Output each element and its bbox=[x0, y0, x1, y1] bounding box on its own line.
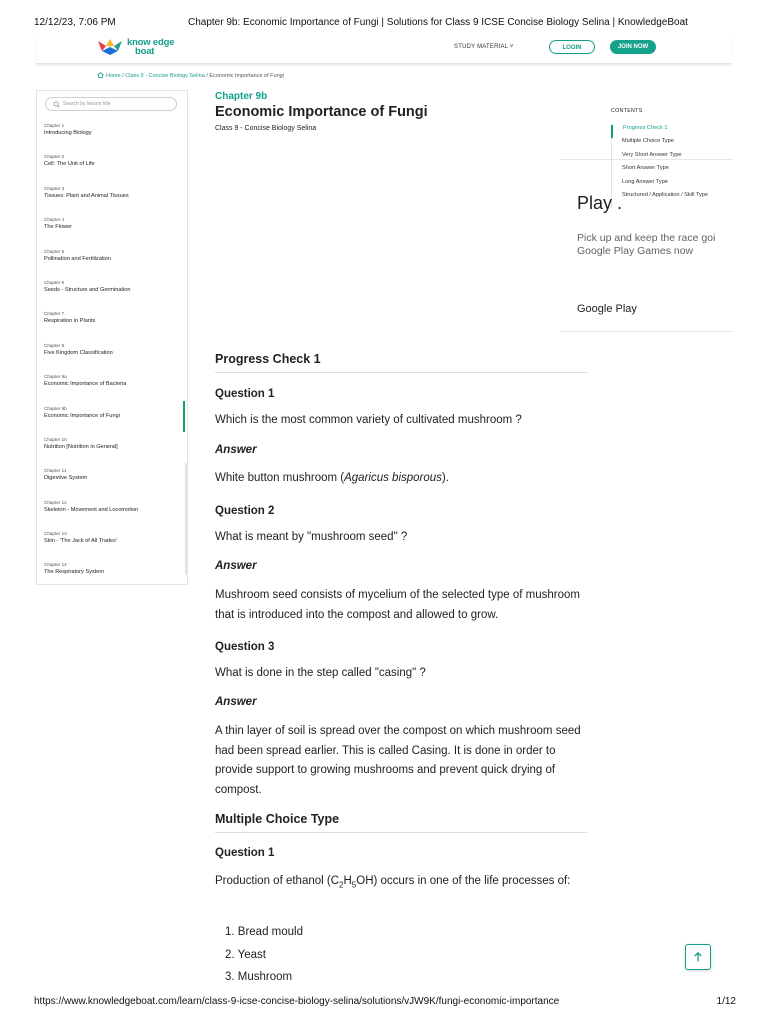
sidebar-chapter-item[interactable] bbox=[44, 123, 184, 154]
section-heading-multiple-choice: Multiple Choice Type bbox=[215, 812, 587, 833]
search-input[interactable] bbox=[63, 99, 171, 109]
toc-heading: CONTENTS bbox=[611, 108, 643, 114]
chapter-title: Skin - 'The Jack of All Trades' bbox=[44, 538, 118, 545]
sidebar-chapter-item[interactable] bbox=[44, 562, 184, 593]
ad-description-line: Google Play Games now bbox=[577, 245, 694, 257]
subscript: 5 bbox=[351, 880, 357, 890]
answer-text-part: White button mushroom ( bbox=[215, 472, 345, 484]
sidebar-chapter-item[interactable] bbox=[44, 343, 184, 374]
answer-text: A thin layer of soil is spread over the compost on which mushroom seed had been spread earlier. This is called Casing. It is done in order to provide support to growing mushrooms and prevent quick drying of compost. bbox=[215, 725, 581, 796]
chapter-title: Nutrition [Nutrition in General] bbox=[44, 443, 118, 450]
chapter-title: Five Kingdom Classification bbox=[44, 349, 113, 356]
logo-line2: boat bbox=[135, 46, 155, 57]
sidebar-chapter-item[interactable] bbox=[44, 154, 184, 185]
question-text-part: OH) occurs in one of the life processes of: bbox=[356, 875, 571, 887]
logo-icon bbox=[96, 38, 124, 56]
option-item: 1. Bread mould bbox=[225, 926, 303, 938]
answer-label: Answer bbox=[215, 444, 257, 456]
print-page-title: Chapter 9b: Economic Importance of Fungi | Solutions for Class 9 ICSE Concise Biology Selina | KnowledgeBoat bbox=[188, 17, 688, 28]
answer-text bbox=[215, 469, 587, 489]
chapter-title: Skeleton - Movement and Locomotion bbox=[44, 506, 139, 513]
breadcrumb-book[interactable]: Class 9 - Concise Biology Selina bbox=[125, 73, 205, 79]
chapter-number: Chapter 5 bbox=[44, 248, 65, 254]
question-label: Question 2 bbox=[215, 505, 275, 517]
chevron-down-icon: ˅ bbox=[509, 44, 514, 50]
sidebar-chapter-item[interactable] bbox=[44, 468, 184, 499]
question-label: Question 1 bbox=[215, 847, 275, 859]
arrow-up-icon bbox=[692, 951, 704, 963]
chapter-title: Cell: The Unit of Life bbox=[44, 161, 95, 168]
lesson-search[interactable] bbox=[45, 97, 177, 111]
chapter-number: Chapter 6 bbox=[44, 279, 65, 285]
toc-item-structured[interactable]: Structured / Application / Skill Type bbox=[622, 191, 709, 198]
page-subtitle: Class 9 - Concise Biology Selina bbox=[215, 125, 317, 132]
question-text bbox=[215, 870, 587, 897]
print-datetime: 12/12/23, 7:06 PM bbox=[34, 17, 116, 28]
sidebar-chapter-item[interactable] bbox=[44, 280, 184, 311]
chapter-number: Chapter 8 bbox=[44, 342, 65, 348]
join-now-button[interactable]: JOIN NOW bbox=[610, 40, 656, 54]
print-page-number: 1/12 bbox=[716, 996, 736, 1007]
answer-text-part: ). bbox=[441, 472, 449, 484]
active-chapter-indicator bbox=[183, 401, 185, 432]
chapter-title: The Flower bbox=[44, 224, 72, 231]
ad-title: Play . bbox=[577, 193, 623, 213]
sidebar-chapter-item[interactable] bbox=[44, 217, 184, 248]
chapter-number: Chapter 10 bbox=[44, 436, 67, 442]
print-url: https://www.knowledgeboat.com/learn/class-9-icse-concise-biology-selina/solutions/vJW9K/fungi-economic-importance bbox=[34, 996, 560, 1007]
toc-item-very-short-answer[interactable]: Very Short Answer Type bbox=[622, 151, 682, 158]
chapter-label: Chapter 9b bbox=[215, 91, 268, 102]
page-title: Economic Importance of Fungi bbox=[215, 104, 428, 120]
question-text: What is meant by "mushroom seed" ? bbox=[215, 531, 408, 543]
advertisement[interactable] bbox=[561, 159, 733, 332]
chapter-number: Chapter 4 bbox=[44, 217, 65, 223]
table-of-contents bbox=[611, 108, 731, 198]
login-button[interactable]: LOGIN bbox=[549, 40, 595, 54]
study-material-menu[interactable] bbox=[454, 44, 514, 50]
chapter-title: Economic Importance of Fungi bbox=[44, 412, 120, 419]
chapter-title: Introducing Biology bbox=[44, 130, 92, 136]
question-text: Which is the most common variety of cultivated mushroom ? bbox=[215, 414, 522, 426]
answer-label: Answer bbox=[215, 696, 257, 708]
chapter-title: Economic Importance of Bacteria bbox=[44, 381, 127, 388]
top-navbar bbox=[36, 33, 731, 64]
chapter-title: Seeds - Structure and Germination bbox=[44, 286, 131, 293]
home-icon[interactable] bbox=[97, 72, 104, 80]
toc-item-long-answer[interactable]: Long Answer Type bbox=[622, 178, 668, 185]
chapter-sidebar bbox=[36, 90, 188, 585]
chapter-number: Chapter 12 bbox=[44, 499, 67, 505]
sidebar-chapter-item[interactable] bbox=[44, 437, 184, 468]
scroll-to-top-button[interactable] bbox=[685, 944, 711, 970]
chapter-number: Chapter 11 bbox=[44, 468, 67, 474]
subscript: 2 bbox=[339, 880, 344, 890]
ad-cta-link[interactable]: Google Play bbox=[577, 303, 637, 315]
question-text-part: Production of ethanol (C bbox=[215, 875, 340, 887]
chapter-number: Chapter 3 bbox=[44, 185, 65, 191]
chapter-list bbox=[44, 123, 184, 594]
sidebar-chapter-item[interactable] bbox=[44, 186, 184, 217]
option-item: 2. Yeast bbox=[225, 948, 266, 961]
chapter-number: Chapter 13 bbox=[44, 531, 67, 537]
study-material-label: STUDY MATERIAL bbox=[454, 44, 509, 50]
chapter-number: Chapter 9b bbox=[44, 405, 67, 411]
section-heading-progress-check: Progress Check 1 bbox=[215, 352, 587, 373]
logo-line1: know edge bbox=[127, 37, 175, 48]
chapter-number: Chapter 14 bbox=[44, 562, 67, 568]
breadcrumb-separator: / bbox=[204, 73, 210, 79]
chapter-title: Pollination and Fertilization bbox=[44, 255, 111, 262]
chapter-number: Chapter 1 bbox=[44, 123, 65, 128]
ad-description bbox=[577, 232, 733, 258]
sidebar-chapter-item[interactable] bbox=[44, 249, 184, 280]
toc-item-multiple-choice[interactable]: Multiple Choice Type bbox=[622, 138, 674, 145]
breadcrumb-home[interactable]: Home bbox=[106, 73, 121, 79]
answer-label: Answer bbox=[215, 560, 257, 572]
option-item: 3. Mushroom bbox=[225, 971, 293, 983]
sidebar-scrollbar[interactable] bbox=[185, 463, 187, 575]
print-header bbox=[0, 17, 768, 31]
toc-item-short-answer[interactable]: Short Answer Type bbox=[622, 165, 669, 172]
sidebar-chapter-item[interactable] bbox=[44, 531, 184, 562]
question-text-part: H bbox=[343, 875, 352, 887]
sidebar-chapter-item[interactable] bbox=[44, 500, 184, 531]
chapter-number: Chapter 9a bbox=[44, 374, 67, 380]
breadcrumb-separator: / bbox=[120, 73, 126, 79]
knowledgeboat-logo[interactable] bbox=[96, 38, 174, 56]
scientific-name: Agaricus bisporous bbox=[344, 472, 442, 484]
chapter-title: Tissues: Plant and Animal Tissues bbox=[44, 192, 129, 199]
sidebar-chapter-item[interactable] bbox=[44, 374, 184, 405]
chapter-title: The Respiratory System bbox=[44, 569, 104, 576]
breadcrumb-current: Economic Importance of Fungi bbox=[209, 73, 284, 79]
chapter-number: Chapter 7 bbox=[44, 311, 65, 317]
chapter-title: Respiration in Plants bbox=[44, 318, 96, 325]
option-list bbox=[215, 921, 303, 989]
answer-text: Mushroom seed consists of mycelium of the selected type of mushroom that is introduced into the compost and allowed to grow. bbox=[215, 589, 580, 621]
question-label: Question 3 bbox=[215, 641, 275, 653]
print-footer bbox=[0, 996, 768, 1010]
sidebar-chapter-item[interactable] bbox=[44, 406, 184, 437]
toc-item-progress-check[interactable]: Progress Check 1 bbox=[611, 125, 730, 138]
sidebar-chapter-item[interactable] bbox=[44, 311, 184, 342]
question-label: Question 1 bbox=[215, 388, 275, 400]
question-text: What is done in the step called "casing" ? bbox=[215, 667, 426, 679]
ad-description-line: Pick up and keep the race goi bbox=[577, 232, 716, 244]
breadcrumb bbox=[97, 72, 284, 80]
chapter-number: Chapter 2 bbox=[44, 154, 65, 160]
chapter-title: Digestive System bbox=[44, 475, 88, 482]
logo-text bbox=[127, 38, 174, 56]
search-icon bbox=[53, 101, 60, 108]
